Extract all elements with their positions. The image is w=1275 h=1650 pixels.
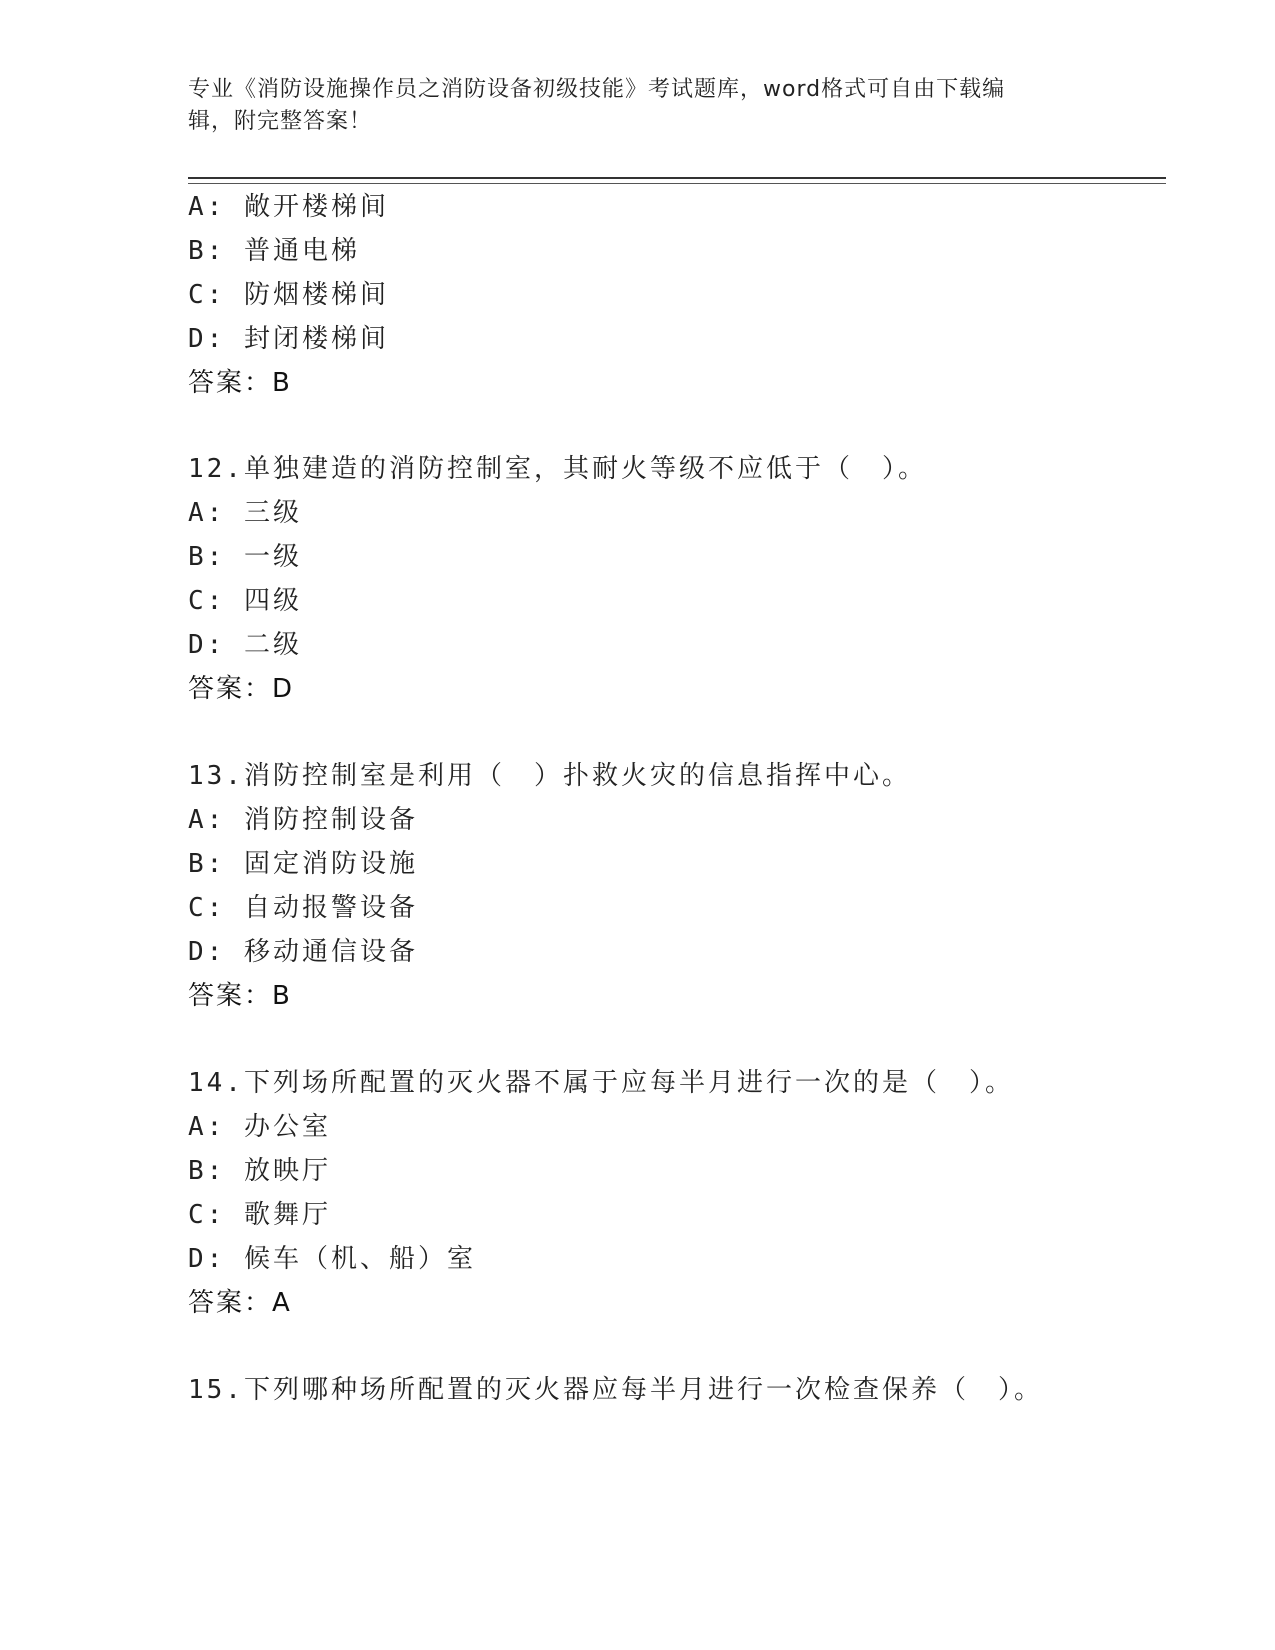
question-text: 13.消防控制室是利用（ ）扑救火灾的信息指挥中心。 [188, 761, 911, 791]
header-divider-thin [188, 183, 1166, 184]
option-b: B: 普通电梯 [188, 236, 360, 266]
answer-line: 答案：B [188, 981, 292, 1011]
option-b: B: 一级 [188, 542, 302, 572]
answer-line: 答案：D [188, 674, 295, 704]
option-d: D: 候车（机、船）室 [188, 1244, 476, 1274]
option-a: A: 三级 [188, 498, 302, 528]
question-text: 14.下列场所配置的灭火器不属于应每半月进行一次的是（ ）。 [188, 1068, 1014, 1098]
option-a: A: 敞开楼梯间 [188, 192, 389, 222]
option-d: D: 封闭楼梯间 [188, 324, 389, 354]
option-b: B: 固定消防设施 [188, 849, 418, 879]
question-text: 12.单独建造的消防控制室，其耐火等级不应低于（ ）。 [188, 454, 927, 484]
option-d: D: 移动通信设备 [188, 937, 418, 967]
answer-line: 答案：A [188, 1288, 292, 1318]
option-a: A: 消防控制设备 [188, 805, 418, 835]
option-c: C: 防烟楼梯间 [188, 280, 389, 310]
header-divider-thick [188, 177, 1166, 179]
document-header [188, 74, 1088, 138]
header-line-1: 专业《消防设施操作员之消防设备初级技能》考试题库，word格式可自由下载编 [188, 77, 1006, 102]
option-b: B: 放映厅 [188, 1156, 331, 1186]
option-a: A: 办公室 [188, 1112, 331, 1142]
option-c: C: 自动报警设备 [188, 893, 418, 923]
option-c: C: 四级 [188, 586, 302, 616]
answer-line: 答案：B [188, 368, 292, 398]
header-line-2: 辑，附完整答案！ [188, 109, 373, 134]
question-text: 15.下列哪种场所配置的灭火器应每半月进行一次检查保养（ ）。 [188, 1375, 1043, 1405]
option-d: D: 二级 [188, 630, 302, 660]
option-c: C: 歌舞厅 [188, 1200, 331, 1230]
